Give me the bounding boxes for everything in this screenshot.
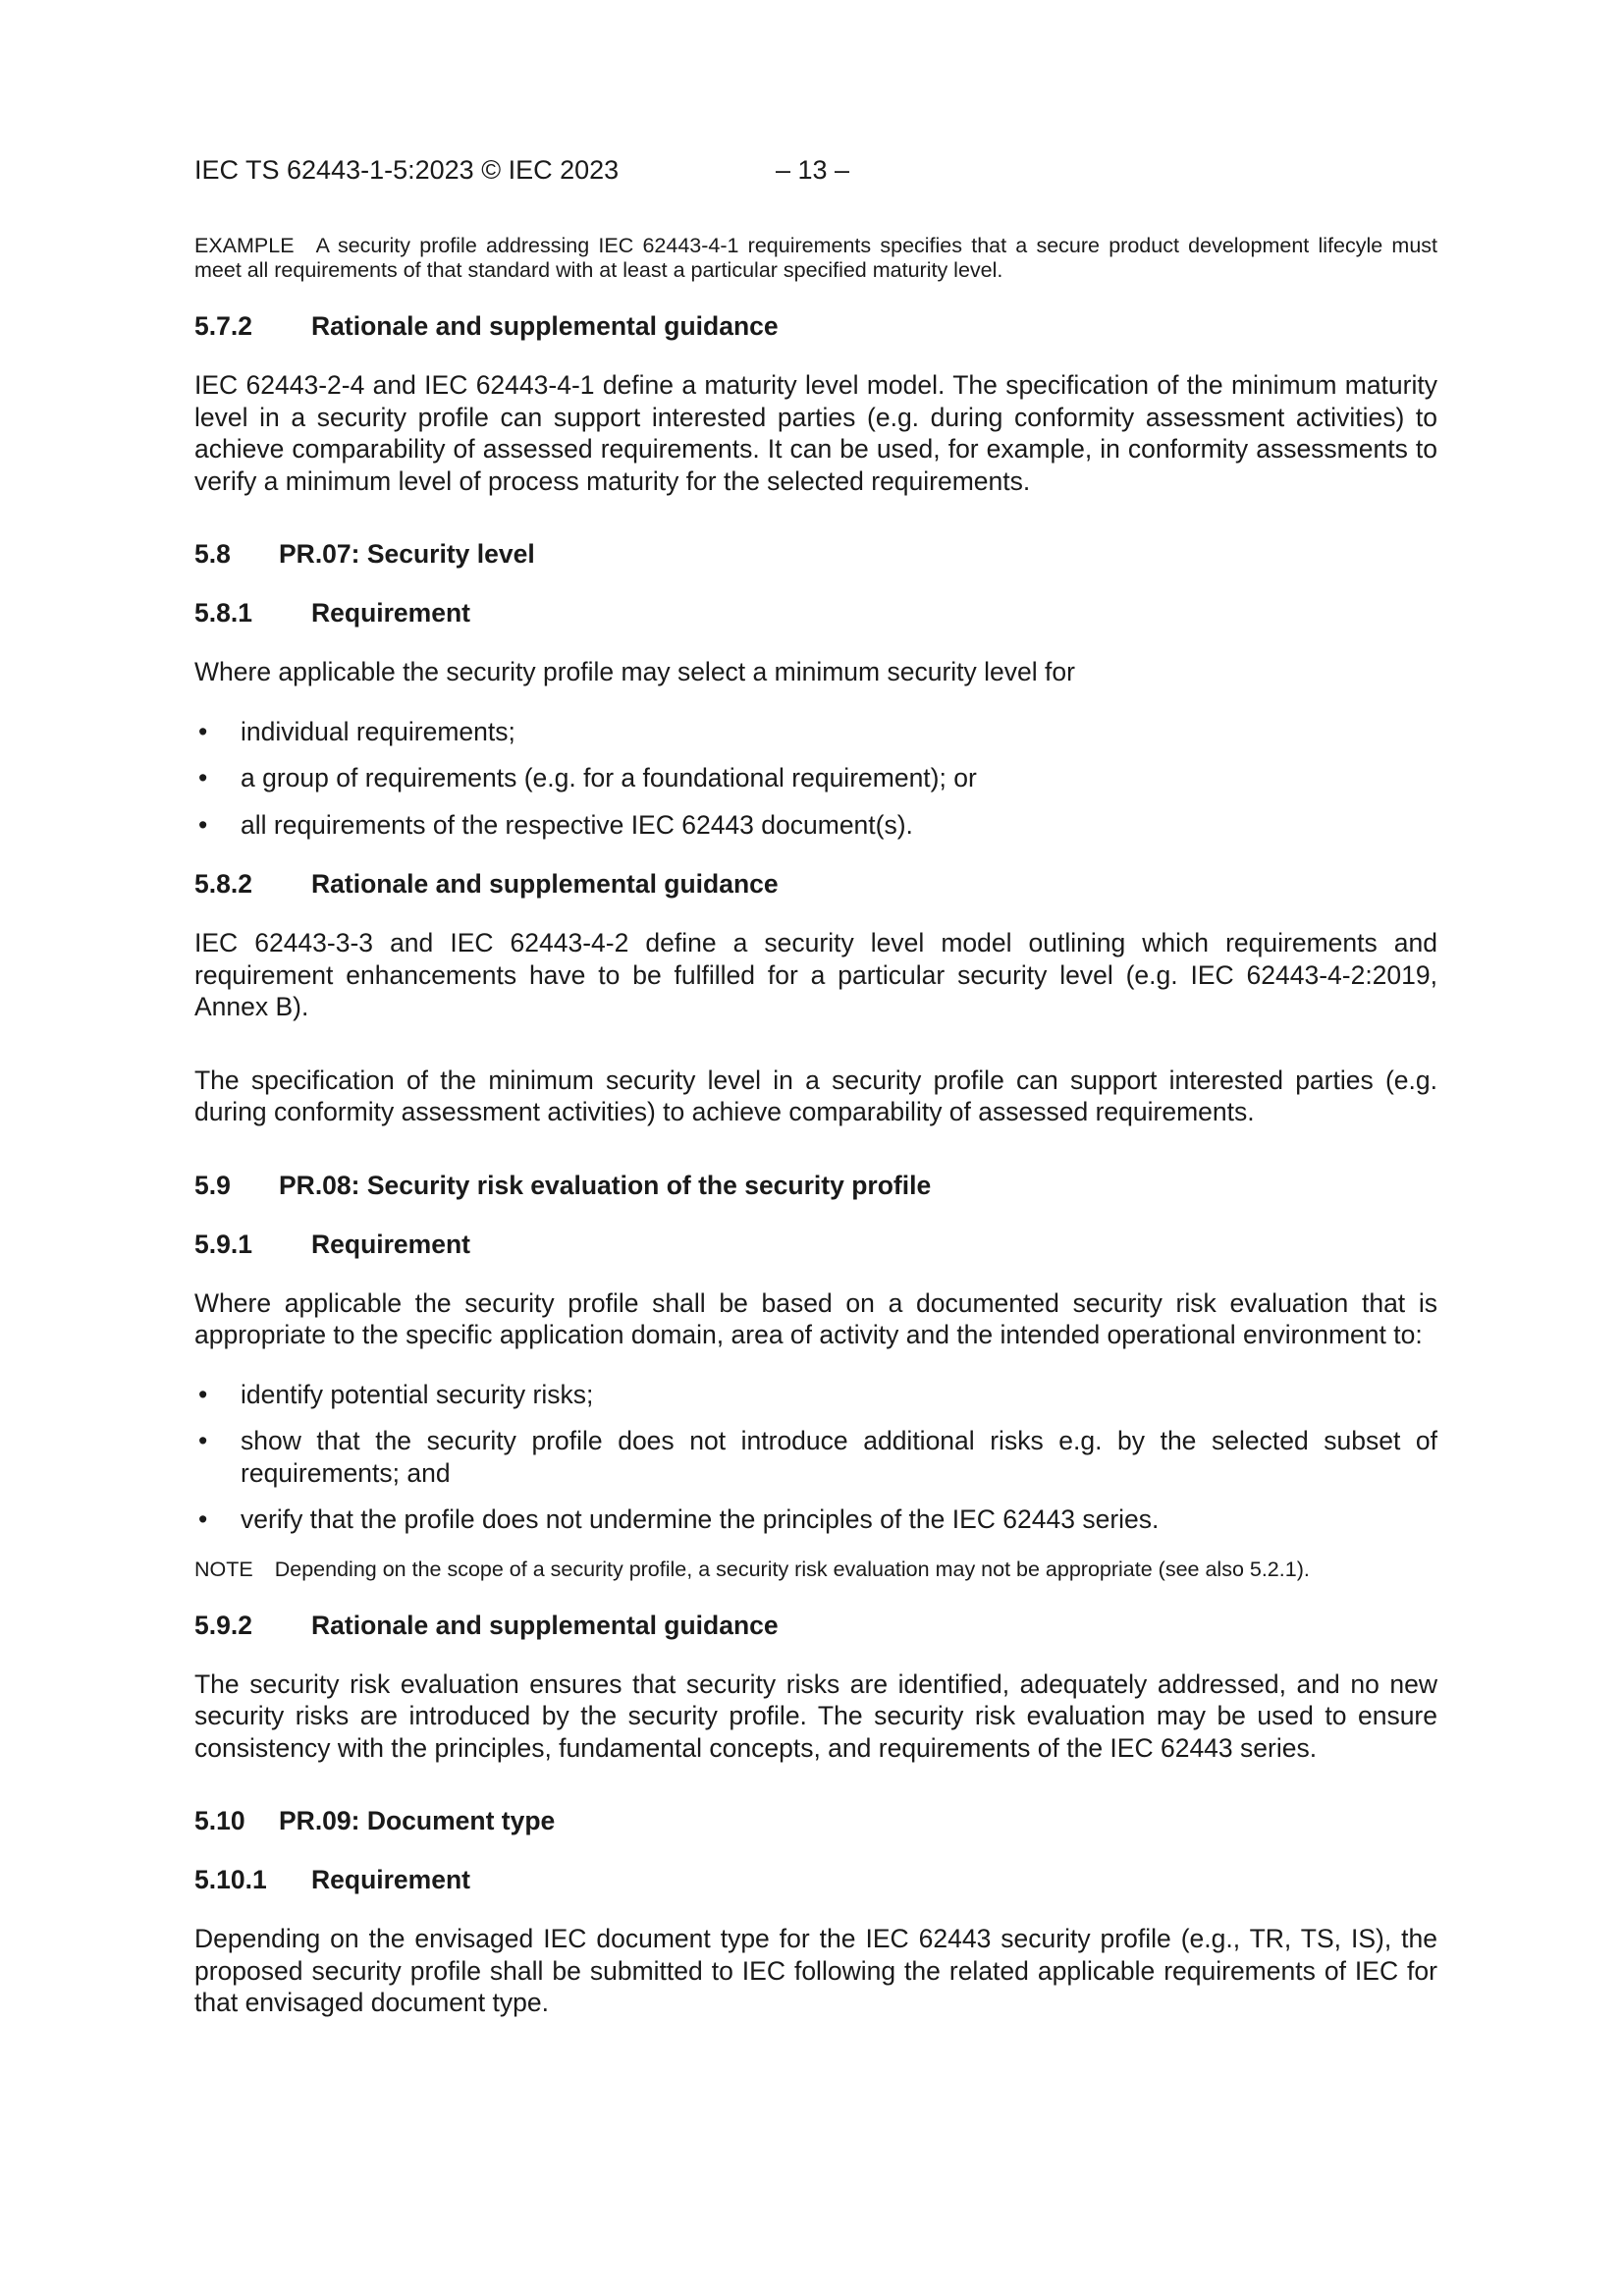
section-title: Requirement: [311, 598, 470, 628]
section-heading-5-9-2: [194, 1610, 1437, 1641]
section-title: Requirement: [311, 1865, 470, 1894]
list-item: • a group of requirements (e.g. for a foundational requirement); or: [194, 762, 1437, 794]
example-text: A security profile addressing IEC 62443-4-1 requirements specifies that a secure product development lifecyle must meet all requirements of that standard with at least a particular specified maturity level.: [194, 234, 1437, 282]
paragraph-5-7-2: IEC 62443-2-4 and IEC 62443-4-1 define a maturity level model. The specification of the minimum maturity level in a security profile can support interested parties (e.g. during conformity assessment activities) to achieve comparability of assessed requirements. It can be used, for example, in conformity assessments to verify a minimum level of process maturity for the selected requirements.: [194, 370, 1437, 496]
section-number: 5.7.2: [194, 311, 252, 341]
section-heading-5-8-1: [194, 597, 1437, 629]
section-heading-5-9-1: [194, 1229, 1437, 1260]
section-number: 5.9.2: [194, 1610, 252, 1640]
section-heading-5-8-2: [194, 868, 1437, 900]
list-item: • individual requirements;: [194, 716, 1437, 748]
note-text: Depending on the scope of a security profile, a security risk evaluation may not be appropriate (see also 5.2.1).: [274, 1557, 1310, 1581]
list-item: • show that the security profile does not introduce additional risks e.g. by the selected subset of requirements; and: [194, 1425, 1437, 1489]
paragraph-5-10-1: Depending on the envisaged IEC document type for the IEC 62443 security profile (e.g., TR, TS, IS), the proposed security profile shall be submitted to IEC following the related applicable requirements of IEC for that envisaged document type.: [194, 1924, 1437, 2017]
section-title: Rationale and supplemental guidance: [311, 1610, 779, 1640]
section-heading-5-7-2: [194, 310, 1437, 342]
example-note: [194, 234, 1437, 283]
list-item: • all requirements of the respective IEC 62443 document(s).: [194, 809, 1437, 842]
section-number: 5.10: [194, 1806, 245, 1835]
paragraph-5-8-1-intro: Where applicable the security profile may select a minimum security level for: [194, 657, 1075, 686]
section-heading-5-10: [194, 1805, 1437, 1836]
section-title: PR.08: Security risk evaluation of the security profile: [279, 1170, 932, 1200]
section-number: 5.9.1: [194, 1229, 252, 1259]
bullet-list-5-8-1: [194, 716, 1437, 842]
page-number: – 13 –: [776, 155, 850, 185]
note-label: NOTE: [194, 1557, 253, 1581]
section-title: PR.07: Security level: [279, 539, 535, 569]
section-title: Rationale and supplemental guidance: [311, 869, 779, 899]
bullet-list-5-9-1: [194, 1379, 1437, 1536]
section-title: Rationale and supplemental guidance: [311, 311, 779, 341]
section-heading-5-8: [194, 538, 1437, 570]
section-number: 5.10.1: [194, 1865, 267, 1894]
section-heading-5-9: [194, 1170, 1437, 1201]
list-item: • identify potential security risks;: [194, 1379, 1437, 1411]
document-identifier: IEC TS 62443-1-5:2023 © IEC 2023: [194, 155, 620, 185]
list-item: • verify that the profile does not undermine the principles of the IEC 62443 series.: [194, 1503, 1437, 1536]
section-number: 5.8.2: [194, 869, 252, 899]
section-number: 5.9: [194, 1170, 231, 1200]
document-body: [194, 234, 1437, 2019]
section-number: 5.8: [194, 539, 231, 569]
section-title: PR.09: Document type: [279, 1806, 556, 1835]
paragraph-5-9-2: The security risk evaluation ensures that security risks are identified, adequately addressed, and no new security risks are introduced by the security profile. The security risk evaluation may be used to ensure consistency with the principles, fundamental concepts, and requirements of the IEC 62443 series.: [194, 1668, 1437, 1763]
section-title: Requirement: [311, 1229, 470, 1259]
section-heading-5-10-1: [194, 1864, 1437, 1895]
paragraph-5-8-2-a: IEC 62443-3-3 and IEC 62443-4-2 define a security level model outlining which requirements and requirement enhancements have to be fulfilled for a particular security level (e.g. IEC 62443-4-2:2019, Annex B).: [194, 928, 1437, 1021]
example-label: EXAMPLE: [194, 234, 295, 257]
page-header: [194, 155, 850, 186]
section-number: 5.8.1: [194, 598, 252, 628]
paragraph-5-9-1-intro: Where applicable the security profile shall be based on a documented security risk evaluation that is appropriate to the specific application domain, area of activity and the intended operational environment to:: [194, 1287, 1437, 1349]
note-5-9-1: [194, 1558, 1437, 1582]
paragraph-5-8-2-b: The specification of the minimum security level in a security profile can support interested parties (e.g. during conformity assessment activities) to achieve comparability of assessed requirements.: [194, 1065, 1437, 1126]
